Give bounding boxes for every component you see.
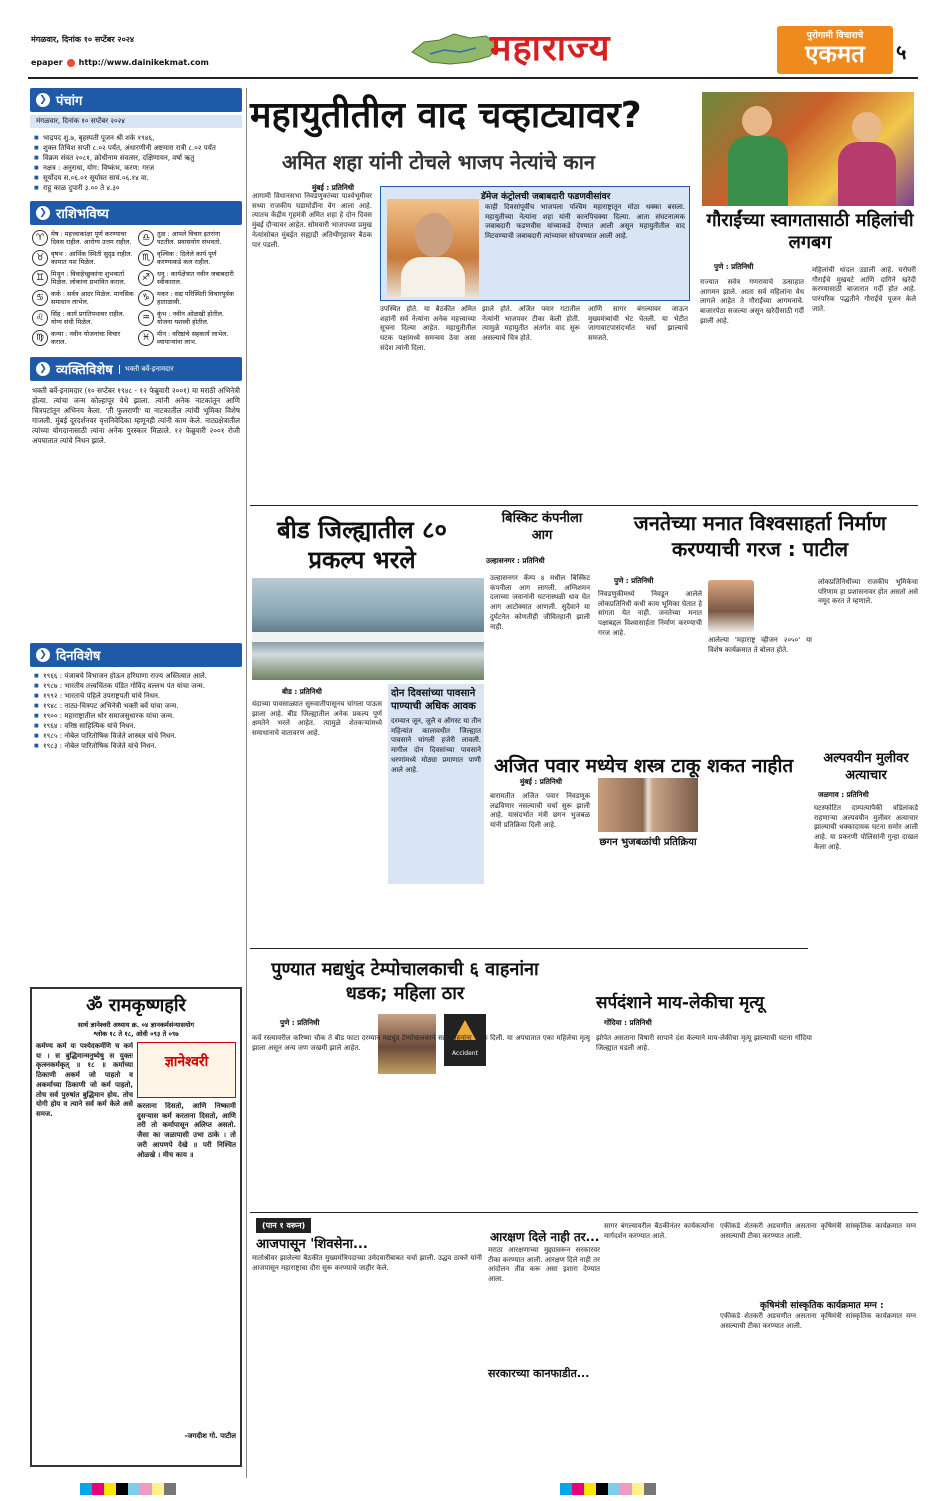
dinvishesh-header — [30, 643, 242, 667]
left-column — [30, 88, 242, 755]
lead-box — [380, 186, 690, 301]
section-rule — [250, 1212, 918, 1213]
rashi-item: ♓ मीन : वरिष्ठांचे सहकार्य लाभेल. व्यापाऱ्यांना लाभ. — [138, 330, 240, 346]
ramkrishna-sub2: श्लोक १८ ते १८, ओवी ०९३ ते ०९७ — [93, 1030, 179, 1038]
rashi-item: ♉ वृषभ : आर्थिक स्थिती सुदृढ राहील. कामात यश मिळेल. — [32, 250, 134, 266]
continued-title-1: आजपासून 'शिवसेना... — [256, 1237, 368, 1252]
gemini-icon: ♊ — [32, 270, 48, 286]
ramkrishna-author: -जगदीश गो. पाटील — [184, 1432, 236, 1440]
gauri-col1: राज्यात सर्वत्र गणरायाचे उत्साहात आगमन झाले. आता सर्व महिलांना वेध लागले आहेत ते गौराईंच्या आगमनाचे. बाजारपेठा सजल्या असून खरेदीसाठी गर्दी झाली आहे. — [700, 278, 804, 325]
person-subtitle: भक्ती बर्वे-इनामदार — [119, 365, 174, 374]
pisces-icon: ♓ — [138, 330, 154, 346]
globe-icon — [67, 59, 75, 67]
dnyaneshwari-badge — [137, 1042, 236, 1098]
gauri-photo — [702, 92, 914, 206]
color-calibration-bar — [80, 1480, 176, 1499]
aquarius-icon: ♒ — [138, 310, 154, 326]
beed-byline: बीड : प्रतिनिधी — [282, 687, 322, 696]
panchang-list — [30, 131, 242, 197]
person-header — [30, 357, 242, 381]
taurus-icon: ♉ — [32, 250, 48, 266]
patil-col1: निवडणुकीमध्ये निवडून आलेले लोकप्रतिनिधी कधी काय भूमिका घेतात हे सांगता येत नाही. जनतेच्या मनात पक्षाबद्दल विश्वासार्हता निर्माण करण्याची गरज आहे. — [598, 590, 702, 637]
rashi-item: ♊ मिथुन : विवाहेच्छुकांना शुभवार्ता मिळेल. लोकांना प्रभावित कराल. — [32, 270, 134, 286]
rashi-item: ♒ कुंभ : नवीन ओळखी होतील. योजना यशस्वी होतील. — [138, 310, 240, 326]
rashi-item: ♋ कर्क : सर्वत्र आदर मिळेल. मानसिक समाधान लाभेल. — [32, 290, 134, 306]
masthead-date: मंगळवार, दिनांक १० सप्टेंबर २०२४ — [31, 35, 135, 44]
dinvishesh-title: दिनविशेष — [56, 649, 101, 664]
section-title: महाराज्य — [490, 28, 611, 69]
continued-title-3: सरकारच्या कानफाडीत... — [488, 1367, 590, 1380]
continued-tag: (पान १ वरून) — [256, 1218, 311, 1233]
ajit-headline: अजित पवार मध्येच शस्त्र टाकू शकत नाहीत — [494, 755, 794, 777]
paper-tagline: पुरोगामी विचाराचे — [806, 31, 864, 41]
patil-headline: जनतेच्या मनात विश्वसाहर्ता निर्माण करण्याची गरज : पाटील — [633, 511, 887, 561]
panchang-title: पंचांग — [56, 94, 83, 109]
beed-headline: बीड जिल्ह्यातील ८० प्रकल्प भरले — [276, 516, 448, 574]
column-divider — [246, 88, 247, 1478]
lead-col1: आगामी विधानसभा निवडणुकांच्या पार्श्वभूमीवर सध्या राजकीय घडामोडींना वेग आला आहे. त्यातच केंद्रीय गृहमंत्री अमित शहा हे दोन दिवस मुंबई दौऱ्यावर आहेत. सोमवारी भाजपच्या प्रमुख नेत्यांसोबत मुंबईत सह्याद्री अतिथीगृहावर बैठक पार पडली. — [252, 192, 372, 249]
ajit-text: बारामतीत अजित पवार निवडणूक लढविणार नसल्याची चर्चा सुरू झाली आहे. यासंदर्भात मंत्री छगन भुजबळ यांनी प्रतिक्रिया दिली आहे. — [490, 792, 590, 830]
pune-tempo-headline: पुण्यात मद्यधुंद टेम्पोचालकाची ६ वाहनांना धडक; महिला ठार — [271, 959, 539, 1004]
chevron-icon: ❯ — [36, 648, 50, 662]
dnyaneshwari-label: ज्ञानेश्वरी — [164, 1054, 209, 1070]
lead-col3: झाले होते. अजित पवार गटातील नेत्यांनी भाजपवर टीका केली होती. त्यामुळे महायुतीत अंतर्गत वाद सुरू असल्याचे चित्र होते. — [482, 305, 580, 343]
beed-box — [388, 684, 484, 884]
panchang-item: ■ राहू काळ दुपारी ३.०० ते ४.३० — [34, 183, 242, 193]
rashi-item: ♏ वृश्चिक : दिलेले कार्य पूर्ण करण्याकडे कल राहील. — [138, 250, 240, 266]
gauri-col2: महिलांची धांदल उडाली आहे. घरोघरी गौराईंचे मुखवटे आणि दागिने खरेदी करण्यासाठी बाजारात गर्दी होत आहे. पारंपरिक पद्धतीने गौराईंचे पूजन केले जाते. — [812, 266, 916, 313]
patil-byline: पुणे : प्रतिनिधी — [614, 576, 654, 585]
minor-headline: अल्पवयीन मुलीवर अत्याचार — [823, 751, 909, 783]
amit-shah-photo — [387, 199, 479, 297]
paper-name: एकमत — [805, 40, 865, 68]
dinvishesh-item: ■ १९६४ : वरिष्ठ साहित्यिक यांचे निधन. — [34, 721, 240, 731]
panchang-item: ■ विक्रम संवत २०८१, क्रोधीनाम संवत्सर, दक्षिणायन, वर्षा ऋतु — [34, 153, 242, 163]
ramkrishna-title: ॐ रामकृष्णहरि — [86, 995, 186, 1016]
continued-col3: सागर बंगल्यावरील बैठकीनंतर कार्यकर्त्यांना मार्गदर्शन करण्यात आले. — [604, 1222, 714, 1240]
panchang-item: ■ नक्षत्र : अनुराधा, योग: विष्कंभ, करण: गरज — [34, 163, 242, 173]
page-number: ५ — [896, 40, 907, 64]
patil-col3: लोकप्रतिनिधींच्या राजकीय भूमिकेचा परिणाम हा प्रशासनावर होत असतो असे नमूद करत ते म्हणाले. — [818, 578, 918, 606]
beed-box-text: दरम्यान जून, जुलै व ऑगस्ट या तीन महिन्यांत कालावधीत जिल्ह्यात पावसाने चांगली हजेरी लावली. मागील दोन दिवसांच्या पावसाने धरणांमध्ये मोठ्या प्रमाणात पाणी आले आहे. — [391, 717, 481, 774]
website-link[interactable]: http://www.dainikekmat.com — [78, 58, 209, 67]
snake-headline: सर्पदंशाने माय-लेकीचा मृत्यू — [596, 993, 765, 1013]
continued-col4: एकीकडे शेतकरी अडचणीत असताना कृषिमंत्री सांस्कृतिक कार्यक्रमात मग्न असल्याची टीका करण्यात आली. — [720, 1222, 916, 1240]
scorpio-icon: ♏ — [138, 250, 154, 266]
dinvishesh-item: ■ १९८७ : भारतीय तत्त्वचिंतक पंडित गोविंद वल्लभ पंत यांचा जन्म. — [34, 681, 240, 691]
dinvishesh-item: ■ १९८३ : नोबेल पारितोषिक विजेते यांचे निधन. — [34, 741, 240, 751]
rashi-header — [30, 201, 242, 225]
panchang-header — [30, 88, 242, 112]
continued-col5: एकीकडे शेतकरी अडचणीत असताना कृषिमंत्री सांस्कृतिक कार्यक्रमात मग्न असल्याची टीका करण्यात आली. — [720, 1312, 916, 1330]
cancer-icon: ♋ — [32, 290, 48, 306]
maharashtra-map-graphic — [410, 28, 500, 68]
rashi-item: ♐ धनु : कार्यक्षेत्रात नवीन जबाबदारी स्वीकाराल. — [138, 270, 240, 286]
leo-icon: ♌ — [32, 310, 48, 326]
panchang-item: ■ सूर्योदय स.०६.०१ सूर्यास्त सायं.०६.१४ वा. — [34, 173, 242, 183]
epaper-label: epaper — [31, 58, 63, 67]
pune-tempo-text: कर्वे रस्त्यावरील करिष्मा चौक ते बीड फाटा दरम्यान मद्यधुंद टेम्पोचालकाने सहा वाहनांना धडक दिली. या अपघातात एका महिलेचा मृत्यू झाला असून अन्य जण जखमी झाले आहेत. — [252, 1034, 590, 1052]
gauri-headline: गौराईंच्या स्वागतासाठी महिलांची लगबग — [706, 210, 914, 253]
lead-byline: मुंबई : प्रतिनिधी — [312, 183, 354, 192]
biscuit-text: उल्हासनगर कॅम्प ४ मधील बिस्किट कंपनीला आग लागली. अग्निशमन दलाच्या जवानांनी घटनास्थळी धाव घेत आग आटोक्यात आणली. सुदैवाने या दुर्घटनेत कोणतीही जीवितहानी झाली नाही. — [490, 574, 590, 631]
rashi-item: ♑ मकर : सद्य परिस्थिती विचारपूर्वक हाताळावी. — [138, 290, 240, 306]
person-text: भक्ती बर्वे-इनामदार (१० सप्टेंबर १९४८ - १२ फेब्रुवारी २००१) या मराठी अभिनेत्री होत्या. त्यांचा जन्म कोल्हापूर येथे झाला. त्यांनी अनेक नाटकांतून आणि चित्रपटांतून अभिनय केला. 'ती फुलराणी' या नाटकातील त्यांची भूमिका विशेष गाजली. मुंबई दूरदर्शनवर वृत्तनिवेदिका म्हणूनही त्यांनी काम केले. नाट्यक्षेत्रातील त्यांच्या योगदानासाठी त्यांना अनेक पुरस्कार मिळाले. १२ फेब्रुवारी २००१ रोजी अपघातात त्यांचे निधन झाले. — [32, 386, 240, 445]
beed-box-title: दोन दिवसांच्या पावसाने पाण्याची अधिक आवक — [391, 688, 476, 712]
rashi-item: ♎ तुळ : आपले विचार इतरांना पटतील. प्रवासयोग संभवतो. — [138, 230, 240, 246]
patil-photo — [708, 580, 754, 632]
chevron-icon: ❯ — [36, 93, 50, 107]
aries-icon: ♈ — [32, 230, 48, 246]
lead-box-title: डॅमेज कंट्रोलची जबाबदारी फडणवीसांवर — [481, 192, 611, 202]
person-title: व्यक्तिविशेष — [56, 363, 113, 378]
biscuit-headline: बिस्किट कंपनीला आग — [501, 511, 583, 543]
masthead-rule — [28, 77, 918, 79]
dam-photo — [252, 578, 484, 680]
dinvishesh-item: ■ १९४८ : नाट्य-चित्रपट अभिनेत्री भक्ती बर्वे यांचा जन्म. — [34, 701, 240, 711]
rashi-title: राशिभविष्य — [56, 207, 109, 222]
continued-col2: मराठा आरक्षणाच्या मुद्द्यावरून सरकारवर टीका करण्यात आली. आरक्षण दिले नाही तर आंदोलन तीव्र करू असा इशारा देण्यात आला. — [488, 1246, 600, 1284]
dinvishesh-item: ■ १९८५ : नोबेल पारितोषिक विजेते शास्त्रज्ञ यांचे निधन. — [34, 731, 240, 741]
sagittarius-icon: ♐ — [138, 270, 154, 286]
beed-text: यंदाच्या पावसाळ्यात सुरुवातीपासूनच चांगला पाऊस झाला आहे. बीड जिल्ह्यातील अनेक प्रकल्प पूर्ण क्षमतेने भरले आहेत. त्यामुळे शेतकऱ्यांमध्ये समाधानाचे वातावरण आहे. — [252, 700, 382, 738]
color-calibration-bar — [560, 1480, 656, 1499]
snake-byline: गोंदिया : प्रतिनिधी — [604, 1018, 652, 1027]
lead-headline: महायुतीतील वाद चव्हाट्यावर? — [250, 95, 642, 136]
section-rule — [250, 948, 808, 949]
dinvishesh-item: ■ १९९२ : भारताचे पहिले उपराष्ट्रपती यांचे निधन. — [34, 691, 240, 701]
ramkrishna-col2: करताना दिसतो, आणि निष्कामी दुसऱ्यास कर्म करताना दिसतो, आणि तरी तो कर्मापासून अलिप्त असतो. जैसा का जळापासी उभा ठाके । तो जरी आपणपे देखे ॥ परी निश्चित ओळखे । मीच काय ॥ — [137, 1102, 236, 1159]
epaper-line — [31, 58, 209, 67]
chevron-icon: ❯ — [36, 362, 50, 376]
gauri-byline: पुणे : प्रतिनिधी — [714, 262, 754, 271]
capricorn-icon: ♑ — [138, 290, 154, 306]
pune-tempo-byline: पुणे : प्रतिनिधी — [280, 1018, 320, 1027]
patil-col2: आलेल्या 'महाराष्ट्र व्हीजन २०५०' या विशेष कार्यक्रमात ते बोलत होते. — [708, 636, 812, 654]
ramkrishna-box — [30, 987, 242, 1467]
dinvishesh-item: ■ १९६६ : पंजाबचे विभाजन होऊन हरियाणा राज्य अस्तित्वात आले. — [34, 671, 240, 681]
lead-col2: उपस्थित होते. या बैठकीत अमित शहांनी सर्व नेत्यांना अनेक महत्त्वाच्या सूचना दिल्या आहेत. महायुतीतील घटक पक्षांमध्ये समन्वय ठेवा असा संदेश त्यांनी दिला. — [380, 305, 476, 352]
lead-col4: आणि सागर बंगल्यावर जाऊन मुख्यमंत्र्यांची भेट घेतली. या भेटीत जागावाटपासंदर्भात चर्चा झाल्याचे समजते. — [588, 305, 688, 343]
dinvishesh-list — [30, 667, 242, 755]
panchang-date: मंगळवार, दिनांक १० सप्टेंबर २०२४ — [30, 115, 242, 128]
biscuit-byline: उल्हासनगर : प्रतिनिधी — [486, 556, 545, 565]
ajit-bhujbal-photo — [598, 778, 698, 832]
panchang-item: ■ भाद्रपद शु.७, बृहस्पती पूजन श्री शके १९४६, — [34, 133, 242, 143]
rashi-grid — [30, 225, 242, 355]
minor-text: घटस्फोटित दाम्पत्यापैकी वडिलांकडे राहणाऱ्या अल्पवयीन मुलीवर अत्याचार झाल्याची धक्कादायक घटना समोर आली आहे. या प्रकरणी पोलिसांनी गुन्हा दाखल केला आहे. — [814, 804, 918, 851]
panchang-item: ■ शुक्ल तिथिश सप्ती ८.०२ पर्यंत, अंधारणीनी अष्टमारा रात्री ८.०२ पर्यंत — [34, 143, 242, 153]
ajit-caption: छगन भुजबळांची प्रतिक्रिया — [599, 837, 697, 848]
minor-byline: जळगाव : प्रतिनिधी — [818, 790, 869, 799]
dinvishesh-item: ■ १९०० : महाराष्ट्रातील थोर समाजसुधारक यांचा जन्म. — [34, 711, 240, 721]
chevron-icon: ❯ — [36, 206, 50, 220]
rashi-item: ♈ मेष : महत्त्वाकांक्षा पूर्ण करण्याचा दिवस राहील. आरोग्य उत्तम राहील. — [32, 230, 134, 246]
lead-box-text: काही दिवसांपूर्वीच भाजपला पश्चिम महाराष्ट्रातून मोठा धक्का बसला. महायुतीच्या नेत्यांना शहा यांनी कानपिचक्या दिल्या. आता संघटनात्मक जबाबदारी फडणवीस यांच्याकडे देण्यात आली असून महायुतीतील वाद मिटवण्याची जबाबदारी त्यांच्यावर सोपवण्यात आली आहे. — [485, 203, 685, 241]
continued-title-2: आरक्षण दिले नाही तर... — [490, 1230, 600, 1244]
accident-label: Accident — [452, 1050, 478, 1057]
snake-text: झोपेत असताना विषारी सापाने दंश केल्याने माय-लेकीचा मृत्यू झाल्याची घटना गोंदिया जिल्ह्यात घडली आहे. — [596, 1034, 812, 1052]
continued-col1: मातोश्रीवर झालेल्या बैठकीत मुख्यमंत्रिपदाच्या उमेदवारीबाबत चर्चा झाली. उद्धव ठाकरे यांनी आजपासून महाराष्ट्राचा दौरा सुरू करण्याचे जाहीर केले. — [252, 1254, 482, 1272]
continued-title-4: कृषिमंत्री सांस्कृतिक कार्यक्रमात मग्न : — [760, 1301, 884, 1311]
section-rule — [250, 505, 918, 506]
masthead — [0, 0, 945, 88]
virgo-icon: ♍ — [32, 330, 48, 346]
ajit-byline: मुंबई : प्रतिनिधी — [520, 777, 562, 786]
libra-icon: ♎ — [138, 230, 154, 246]
paper-logo — [777, 26, 893, 74]
rashi-item: ♌ सिंह : कार्य प्रगतिपथावर राहील. योग्य संधी मिळेल. — [32, 310, 134, 326]
ramkrishna-sub1: सार्थ ज्ञानेश्वरी अध्याय क्र. ०४ ज्ञानकर्मसंन्यासयोग — [77, 1021, 195, 1029]
ramkrishna-col1: कर्मण्य कर्म यः पश्येदकर्मणि च कर्म यः । स बुद्धिमान्मनुष्येषु स युक्तः कृत्स्नकर्मकृत् ॥ १८ ॥ कर्माच्या ठिकाणी अकर्म जो पाहतो व अकर्माच्या ठिकाणी जो कर्म पाहतो, तोच सर्व पुरुषांत बुद्धिमान होय. तोच योगी होय व त्याने सर्व कर्म केले असे समज. — [36, 1042, 134, 1118]
lead-subhead: अमित शहा यांनी टोचले भाजप नेत्यांचे कान — [282, 150, 596, 174]
rashi-item: ♍ कन्या : नवीन योजनांचा विचार कराल. — [32, 330, 134, 346]
